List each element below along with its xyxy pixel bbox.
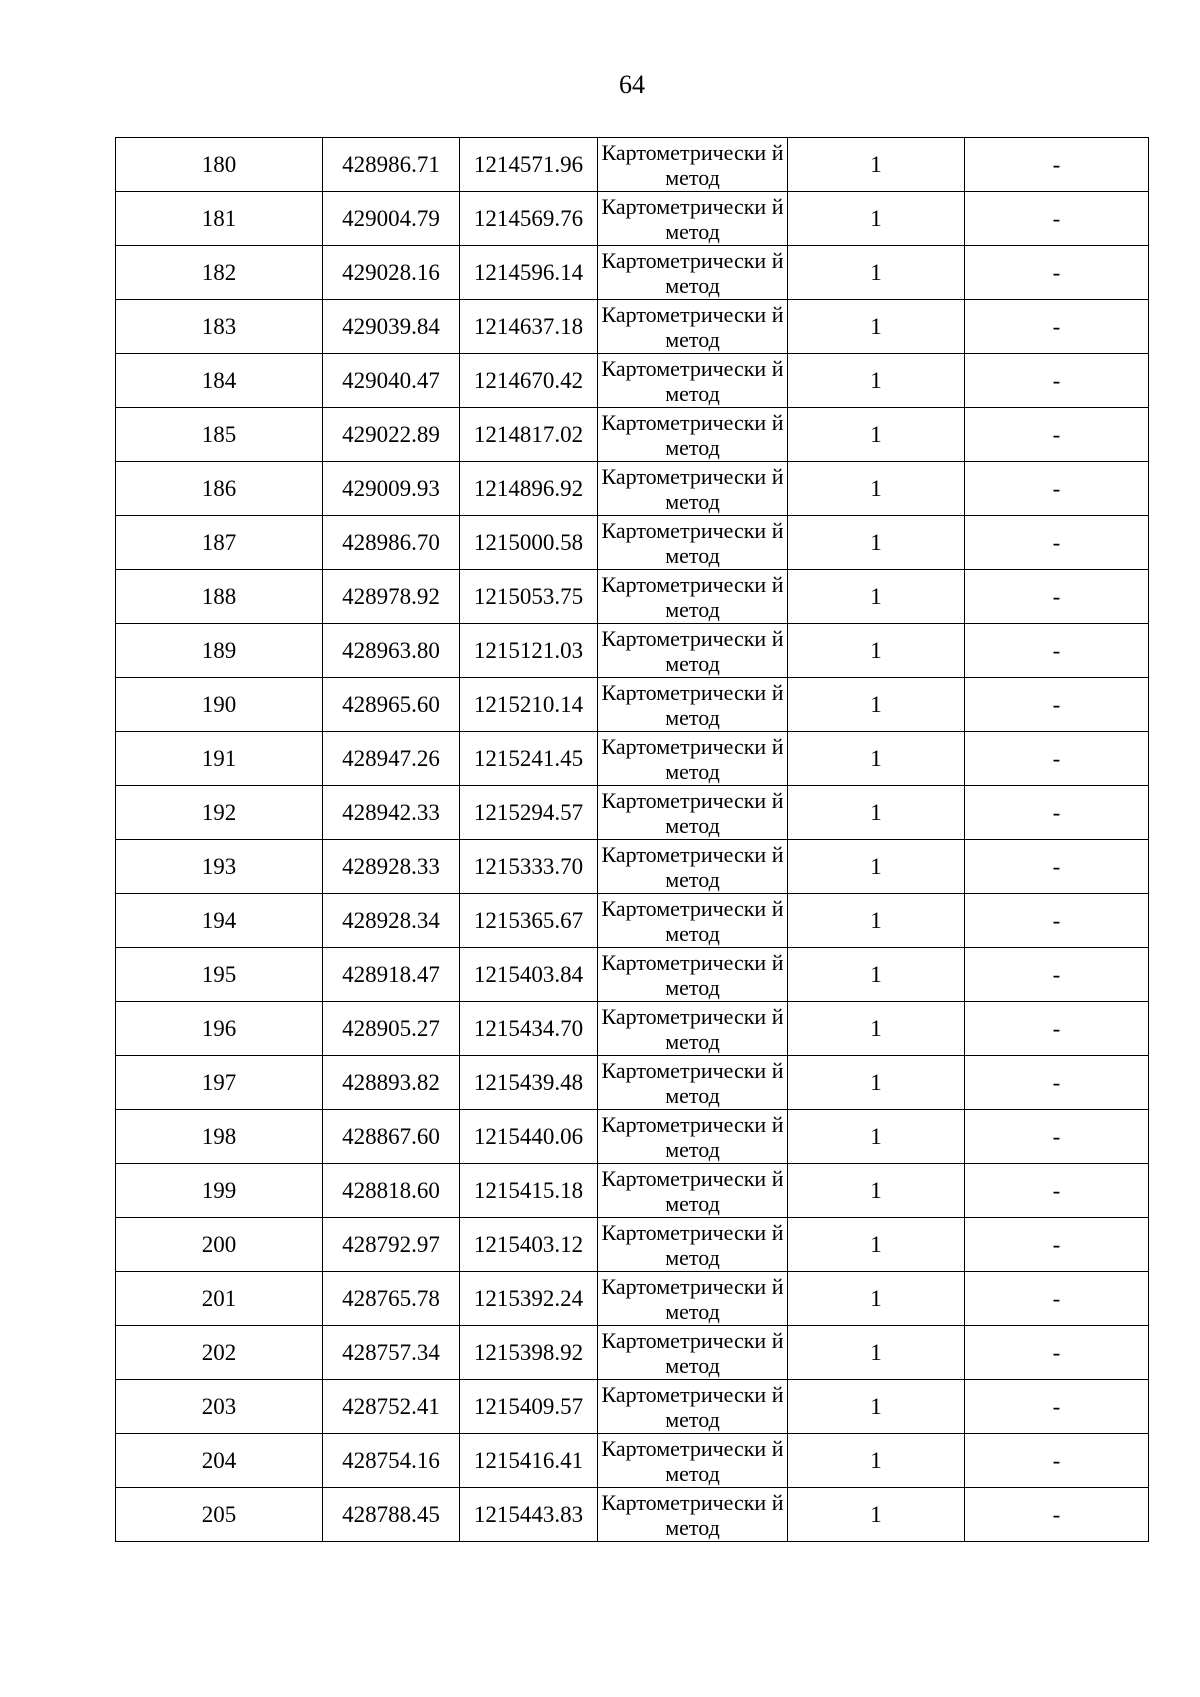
y-coordinate-cell: 1215440.06 <box>460 1110 598 1164</box>
note-cell: - <box>965 192 1149 246</box>
method-cell: Картометрически й метод <box>598 1326 788 1380</box>
x-coordinate-cell: 429039.84 <box>323 300 460 354</box>
note-cell: - <box>965 570 1149 624</box>
x-coordinate-cell: 428978.92 <box>323 570 460 624</box>
y-coordinate-cell: 1215416.41 <box>460 1434 598 1488</box>
y-coordinate-cell: 1215053.75 <box>460 570 598 624</box>
x-coordinate-cell: 428918.47 <box>323 948 460 1002</box>
precision-cell: 1 <box>788 1434 965 1488</box>
point-number-cell: 192 <box>116 786 323 840</box>
note-cell: - <box>965 300 1149 354</box>
table-row <box>116 624 1149 678</box>
table-row <box>116 1488 1149 1542</box>
method-cell: Картометрически й метод <box>598 192 788 246</box>
method-cell: Картометрически й метод <box>598 840 788 894</box>
x-coordinate-cell: 428867.60 <box>323 1110 460 1164</box>
method-cell: Картометрически й метод <box>598 1380 788 1434</box>
precision-cell: 1 <box>788 1110 965 1164</box>
precision-cell: 1 <box>788 246 965 300</box>
point-number-cell: 202 <box>116 1326 323 1380</box>
y-coordinate-cell: 1215365.67 <box>460 894 598 948</box>
table-row <box>116 948 1149 1002</box>
x-coordinate-cell: 428986.70 <box>323 516 460 570</box>
x-coordinate-cell: 428965.60 <box>323 678 460 732</box>
x-coordinate-cell: 428757.34 <box>323 1326 460 1380</box>
point-number-cell: 204 <box>116 1434 323 1488</box>
y-coordinate-cell: 1215121.03 <box>460 624 598 678</box>
y-coordinate-cell: 1215403.84 <box>460 948 598 1002</box>
precision-cell: 1 <box>788 1056 965 1110</box>
precision-cell: 1 <box>788 462 965 516</box>
point-number-cell: 197 <box>116 1056 323 1110</box>
note-cell: - <box>965 1272 1149 1326</box>
note-cell: - <box>965 408 1149 462</box>
note-cell: - <box>965 624 1149 678</box>
method-cell: Картометрически й метод <box>598 1488 788 1542</box>
method-cell: Картометрически й метод <box>598 1272 788 1326</box>
note-cell: - <box>965 732 1149 786</box>
point-number-cell: 195 <box>116 948 323 1002</box>
table-row <box>116 1434 1149 1488</box>
y-coordinate-cell: 1214637.18 <box>460 300 598 354</box>
table-row <box>116 732 1149 786</box>
y-coordinate-cell: 1215434.70 <box>460 1002 598 1056</box>
precision-cell: 1 <box>788 1002 965 1056</box>
table-row <box>116 840 1149 894</box>
point-number-cell: 186 <box>116 462 323 516</box>
table-row <box>116 1002 1149 1056</box>
y-coordinate-cell: 1215409.57 <box>460 1380 598 1434</box>
table-row <box>116 678 1149 732</box>
y-coordinate-cell: 1214569.76 <box>460 192 598 246</box>
point-number-cell: 196 <box>116 1002 323 1056</box>
coordinates-table <box>115 137 1149 1542</box>
precision-cell: 1 <box>788 570 965 624</box>
precision-cell: 1 <box>788 138 965 192</box>
point-number-cell: 188 <box>116 570 323 624</box>
method-cell: Картометрически й метод <box>598 1002 788 1056</box>
method-cell: Картометрически й метод <box>598 516 788 570</box>
y-coordinate-cell: 1214670.42 <box>460 354 598 408</box>
x-coordinate-cell: 428752.41 <box>323 1380 460 1434</box>
table-row <box>116 1272 1149 1326</box>
x-coordinate-cell: 429028.16 <box>323 246 460 300</box>
table-row <box>116 1164 1149 1218</box>
y-coordinate-cell: 1214596.14 <box>460 246 598 300</box>
note-cell: - <box>965 678 1149 732</box>
y-coordinate-cell: 1215392.24 <box>460 1272 598 1326</box>
method-cell: Картометрически й метод <box>598 948 788 1002</box>
note-cell: - <box>965 1380 1149 1434</box>
x-coordinate-cell: 428893.82 <box>323 1056 460 1110</box>
method-cell: Картометрически й метод <box>598 678 788 732</box>
precision-cell: 1 <box>788 678 965 732</box>
precision-cell: 1 <box>788 1164 965 1218</box>
note-cell: - <box>965 1218 1149 1272</box>
method-cell: Картометрически й метод <box>598 894 788 948</box>
y-coordinate-cell: 1215241.45 <box>460 732 598 786</box>
table-row <box>116 894 1149 948</box>
y-coordinate-cell: 1214896.92 <box>460 462 598 516</box>
table-row <box>116 138 1149 192</box>
x-coordinate-cell: 428754.16 <box>323 1434 460 1488</box>
table-row <box>116 300 1149 354</box>
precision-cell: 1 <box>788 516 965 570</box>
point-number-cell: 185 <box>116 408 323 462</box>
y-coordinate-cell: 1215415.18 <box>460 1164 598 1218</box>
x-coordinate-cell: 429004.79 <box>323 192 460 246</box>
method-cell: Картометрически й метод <box>598 732 788 786</box>
method-cell: Картометрически й метод <box>598 570 788 624</box>
table-row <box>116 786 1149 840</box>
note-cell: - <box>965 138 1149 192</box>
precision-cell: 1 <box>788 1488 965 1542</box>
x-coordinate-cell: 428947.26 <box>323 732 460 786</box>
y-coordinate-cell: 1214571.96 <box>460 138 598 192</box>
y-coordinate-cell: 1215443.83 <box>460 1488 598 1542</box>
note-cell: - <box>965 1488 1149 1542</box>
point-number-cell: 193 <box>116 840 323 894</box>
precision-cell: 1 <box>788 840 965 894</box>
method-cell: Картометрически й метод <box>598 786 788 840</box>
point-number-cell: 203 <box>116 1380 323 1434</box>
point-number-cell: 183 <box>116 300 323 354</box>
note-cell: - <box>965 786 1149 840</box>
note-cell: - <box>965 354 1149 408</box>
method-cell: Картометрически й метод <box>598 624 788 678</box>
coordinates-table-body <box>116 138 1149 1542</box>
note-cell: - <box>965 246 1149 300</box>
precision-cell: 1 <box>788 1272 965 1326</box>
method-cell: Картометрически й метод <box>598 1110 788 1164</box>
note-cell: - <box>965 1164 1149 1218</box>
method-cell: Картометрически й метод <box>598 1164 788 1218</box>
method-cell: Картометрически й метод <box>598 300 788 354</box>
y-coordinate-cell: 1215398.92 <box>460 1326 598 1380</box>
point-number-cell: 180 <box>116 138 323 192</box>
y-coordinate-cell: 1215439.48 <box>460 1056 598 1110</box>
x-coordinate-cell: 429009.93 <box>323 462 460 516</box>
precision-cell: 1 <box>788 354 965 408</box>
y-coordinate-cell: 1214817.02 <box>460 408 598 462</box>
x-coordinate-cell: 429040.47 <box>323 354 460 408</box>
point-number-cell: 191 <box>116 732 323 786</box>
table-row <box>116 1326 1149 1380</box>
note-cell: - <box>965 840 1149 894</box>
y-coordinate-cell: 1215403.12 <box>460 1218 598 1272</box>
precision-cell: 1 <box>788 192 965 246</box>
x-coordinate-cell: 428905.27 <box>323 1002 460 1056</box>
precision-cell: 1 <box>788 408 965 462</box>
y-coordinate-cell: 1215210.14 <box>460 678 598 732</box>
precision-cell: 1 <box>788 1380 965 1434</box>
point-number-cell: 181 <box>116 192 323 246</box>
x-coordinate-cell: 428788.45 <box>323 1488 460 1542</box>
precision-cell: 1 <box>788 1326 965 1380</box>
precision-cell: 1 <box>788 732 965 786</box>
page-number: 64 <box>619 70 645 99</box>
x-coordinate-cell: 428792.97 <box>323 1218 460 1272</box>
note-cell: - <box>965 462 1149 516</box>
precision-cell: 1 <box>788 786 965 840</box>
method-cell: Картометрически й метод <box>598 408 788 462</box>
method-cell: Картометрически й метод <box>598 1434 788 1488</box>
method-cell: Картометрически й метод <box>598 1056 788 1110</box>
point-number-cell: 205 <box>116 1488 323 1542</box>
method-cell: Картометрически й метод <box>598 246 788 300</box>
table-row <box>116 516 1149 570</box>
point-number-cell: 198 <box>116 1110 323 1164</box>
table-row <box>116 1110 1149 1164</box>
x-coordinate-cell: 429022.89 <box>323 408 460 462</box>
point-number-cell: 199 <box>116 1164 323 1218</box>
table-row <box>116 408 1149 462</box>
method-cell: Картометрически й метод <box>598 354 788 408</box>
x-coordinate-cell: 428818.60 <box>323 1164 460 1218</box>
y-coordinate-cell: 1215333.70 <box>460 840 598 894</box>
precision-cell: 1 <box>788 1218 965 1272</box>
precision-cell: 1 <box>788 300 965 354</box>
method-cell: Картометрически й метод <box>598 138 788 192</box>
point-number-cell: 189 <box>116 624 323 678</box>
table-row <box>116 570 1149 624</box>
x-coordinate-cell: 428963.80 <box>323 624 460 678</box>
point-number-cell: 187 <box>116 516 323 570</box>
point-number-cell: 190 <box>116 678 323 732</box>
note-cell: - <box>965 1326 1149 1380</box>
note-cell: - <box>965 1110 1149 1164</box>
point-number-cell: 182 <box>116 246 323 300</box>
note-cell: - <box>965 1002 1149 1056</box>
note-cell: - <box>965 1056 1149 1110</box>
x-coordinate-cell: 428928.33 <box>323 840 460 894</box>
table-row <box>116 246 1149 300</box>
x-coordinate-cell: 428986.71 <box>323 138 460 192</box>
precision-cell: 1 <box>788 624 965 678</box>
note-cell: - <box>965 516 1149 570</box>
precision-cell: 1 <box>788 948 965 1002</box>
table-row <box>116 462 1149 516</box>
table-row <box>116 192 1149 246</box>
y-coordinate-cell: 1215000.58 <box>460 516 598 570</box>
table-row <box>116 1056 1149 1110</box>
table-row <box>116 354 1149 408</box>
x-coordinate-cell: 428928.34 <box>323 894 460 948</box>
point-number-cell: 194 <box>116 894 323 948</box>
method-cell: Картометрически й метод <box>598 462 788 516</box>
note-cell: - <box>965 1434 1149 1488</box>
table-row <box>116 1380 1149 1434</box>
point-number-cell: 201 <box>116 1272 323 1326</box>
method-cell: Картометрически й метод <box>598 1218 788 1272</box>
note-cell: - <box>965 948 1149 1002</box>
note-cell: - <box>965 894 1149 948</box>
x-coordinate-cell: 428942.33 <box>323 786 460 840</box>
point-number-cell: 200 <box>116 1218 323 1272</box>
table-row <box>116 1218 1149 1272</box>
y-coordinate-cell: 1215294.57 <box>460 786 598 840</box>
precision-cell: 1 <box>788 894 965 948</box>
point-number-cell: 184 <box>116 354 323 408</box>
x-coordinate-cell: 428765.78 <box>323 1272 460 1326</box>
